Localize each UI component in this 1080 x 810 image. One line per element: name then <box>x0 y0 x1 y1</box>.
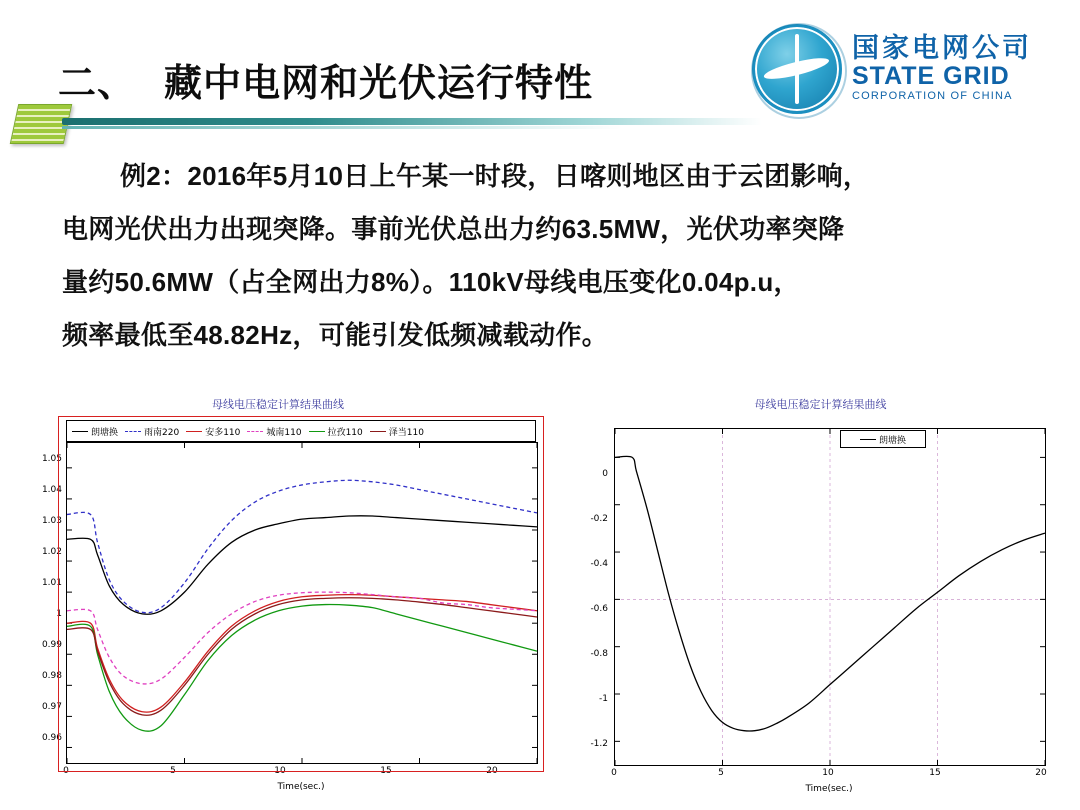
xtick-0: 0 <box>63 766 69 776</box>
legend-item-4 <box>309 425 363 438</box>
bus-voltage-chart-legend <box>66 420 536 442</box>
ytick-0.99: 0.99 <box>41 640 62 650</box>
logo-text-block <box>852 34 1032 103</box>
ytick-1.03: 1.03 <box>41 516 62 526</box>
xtick-15: 15 <box>380 766 392 776</box>
body-paragraph <box>62 150 1042 362</box>
body-line-1-text: 例2：2016年5月10日上午某一时段，日喀则地区由于云团影响， <box>120 161 870 191</box>
bus-frequency-chart-legend <box>840 430 926 448</box>
legend-item-3 <box>247 425 301 438</box>
ytick-1: 1 <box>56 609 62 619</box>
ytick-1.04: 1.04 <box>41 485 62 495</box>
body-line-1 <box>62 150 1042 203</box>
legend-item-5 <box>370 425 424 438</box>
charts-container <box>0 392 1080 810</box>
legend-swatch-3 <box>247 431 263 432</box>
bus-voltage-chart-title: 母线电压稳定计算结果曲线 <box>212 398 344 411</box>
ytick-0.96: 0.96 <box>41 733 62 743</box>
rytick--0.4: -0.4 <box>590 559 608 569</box>
legend-item-0 <box>72 425 118 438</box>
body-line-4: 频率最低至48.82Hz，可能引发低频减载动作。 <box>62 320 609 350</box>
section-number: 二、 <box>58 63 137 105</box>
legend-label-2: 安多110 <box>205 427 241 438</box>
xtick-5: 5 <box>170 766 176 776</box>
xtick-10: 10 <box>274 766 286 776</box>
header-divider-secondary <box>62 126 622 129</box>
legend-swatch-4 <box>309 431 325 432</box>
legend-label-r0: 朗塘换 <box>878 435 906 446</box>
rytick-0: 0 <box>602 469 608 479</box>
page-title <box>58 52 593 107</box>
ytick-0.98: 0.98 <box>41 671 62 681</box>
legend-swatch-r0 <box>860 439 876 440</box>
rytick--0.6: -0.6 <box>590 604 608 614</box>
section-title: 藏中电网和光伏运行特性 <box>164 63 594 105</box>
body-line-2: 电网光伏出力出现突降。事前光伏总出力约63.5MW，光伏功率突降 <box>62 214 845 244</box>
state-grid-logo <box>752 24 1032 114</box>
rxtick-20: 20 <box>1035 768 1047 778</box>
rytick--0.2: -0.2 <box>590 514 608 524</box>
bus-voltage-xlabel: Time(sec.) <box>277 782 325 792</box>
bus-frequency-xlabel: Time(sec.) <box>805 784 853 794</box>
logo-company-en: STATE GRID <box>852 61 1010 90</box>
rytick--1.2: -1.2 <box>590 739 608 749</box>
ytick-0.97: 0.97 <box>41 702 62 712</box>
legend-label-4: 拉孜110 <box>327 427 363 438</box>
logo-company-cn: 国家电网公司 <box>852 33 1032 64</box>
ytick-1.02: 1.02 <box>41 547 62 557</box>
legend-item-1 <box>125 425 179 438</box>
bus-frequency-plot-svg <box>615 429 1045 765</box>
bus-frequency-plot <box>614 428 1046 766</box>
legend-swatch-1 <box>125 431 141 432</box>
legend-label-0: 朗塘换 <box>91 427 119 438</box>
legend-label-1: 雨南220 <box>144 427 180 438</box>
logo-ring <box>751 23 847 119</box>
rytick--1: -1 <box>599 694 608 704</box>
bus-frequency-chart <box>568 392 1073 802</box>
highlight-frame <box>58 416 544 772</box>
legend-label-3: 城南110 <box>266 427 302 438</box>
slide-header <box>0 0 1080 150</box>
xtick-20: 20 <box>486 766 498 776</box>
legend-item-2 <box>186 425 240 438</box>
legend-swatch-0 <box>72 431 88 432</box>
bus-voltage-chart <box>8 392 548 802</box>
body-line-3: 量约50.6MW（占全网出力8%）。110kV母线电压变化0.04p.u， <box>62 267 800 297</box>
rxtick-5: 5 <box>718 768 724 778</box>
logo-company-en-sub: CORPORATION OF CHINA <box>852 90 1013 103</box>
rxtick-10: 10 <box>822 768 834 778</box>
legend-swatch-5 <box>370 431 386 432</box>
ytick-1.05: 1.05 <box>41 454 62 464</box>
legend-label-5: 泽当110 <box>388 427 424 438</box>
legend-item-r0 <box>860 433 906 446</box>
ytick-1.01: 1.01 <box>41 578 62 588</box>
globe-icon <box>752 24 842 114</box>
header-divider <box>62 118 762 125</box>
rxtick-0: 0 <box>611 768 617 778</box>
rxtick-15: 15 <box>929 768 941 778</box>
legend-swatch-2 <box>186 431 202 432</box>
bus-frequency-chart-title: 母线电压稳定计算结果曲线 <box>754 398 887 411</box>
rytick--0.8: -0.8 <box>590 649 608 659</box>
